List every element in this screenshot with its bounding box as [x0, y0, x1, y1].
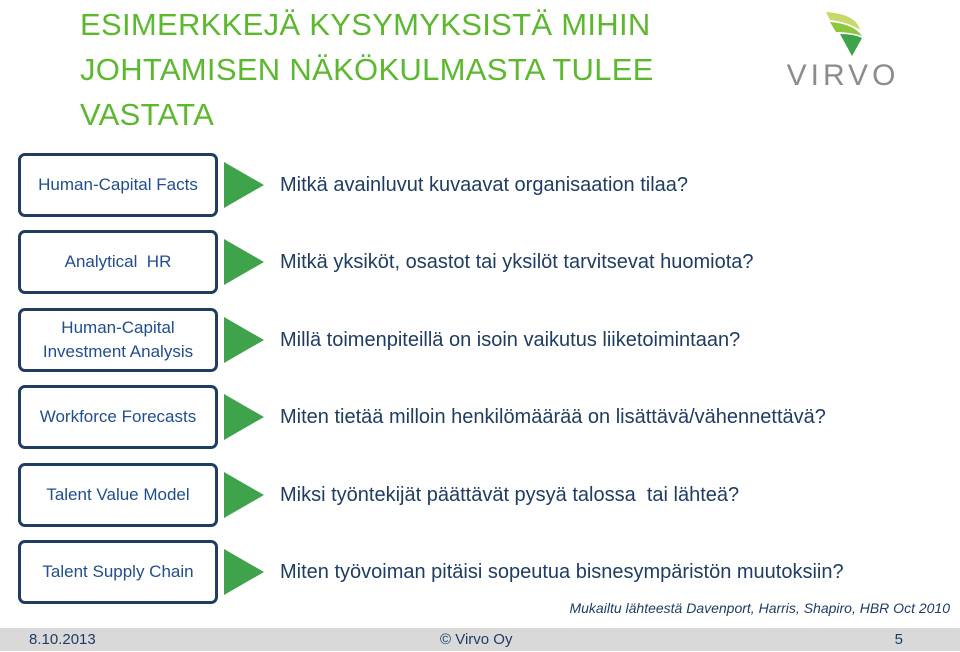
title-line: ESIMERKKEJÄ KYSYMYKSISTÄ MIHIN	[80, 7, 651, 42]
source-note: Mukailtu lähteestä Davenport, Harris, Shapiro, HBR Oct 2010	[569, 600, 950, 616]
question-row	[18, 540, 960, 604]
question-row	[18, 230, 960, 294]
category-box	[18, 540, 218, 604]
category-label-line: Investment Analysis	[42, 342, 194, 361]
category-box	[18, 463, 218, 527]
category-label: Analytical HR	[64, 252, 172, 271]
category-box	[18, 385, 218, 449]
question-row	[18, 463, 960, 527]
category-label: Human-Capital Facts	[38, 175, 198, 194]
category-label: Talent Value Model	[46, 485, 190, 504]
footer-copyright: © Virvo Oy	[440, 631, 513, 648]
category-label	[43, 316, 193, 364]
logo-wordmark: VIRVO	[786, 59, 900, 92]
question-text: Mitkä yksiköt, osastot tai yksilöt tarvitsevat huomiota?	[280, 251, 754, 273]
category-label-line: Human-Capital	[61, 318, 175, 337]
arrow-right-icon	[224, 162, 264, 208]
category-label: Talent Supply Chain	[42, 562, 194, 581]
page-number: 5	[894, 631, 903, 648]
question-text: Mitkä avainluvut kuvaavat organisaation tilaa?	[280, 174, 689, 196]
arrow-right-icon	[224, 317, 264, 363]
title-line: JOHTAMISEN NÄKÖKULMASTA TULEE	[80, 52, 654, 87]
footer-date: 8.10.2013	[29, 631, 96, 648]
question-row	[18, 385, 960, 449]
question-row	[18, 153, 960, 217]
title-line: VASTATA	[80, 97, 215, 132]
category-box	[18, 153, 218, 217]
slide-title	[80, 2, 720, 137]
question-text: Miten tietää milloin henkilömäärää on lisättävä/vähennettävä?	[280, 406, 826, 428]
arrow-right-icon	[224, 549, 264, 595]
arrow-right-icon	[224, 239, 264, 285]
slide-footer	[0, 628, 960, 651]
virvo-leaf-icon	[778, 8, 908, 60]
question-text: Millä toimenpiteillä on isoin vaikutus liiketoimintaan?	[280, 329, 741, 351]
category-box	[18, 230, 218, 294]
virvo-logo	[778, 8, 908, 93]
question-text: Miksi työntekijät päättävät pysyä talossa tai lähteä?	[280, 484, 740, 506]
question-row	[18, 308, 960, 372]
category-box	[18, 308, 218, 372]
question-text: Miten työvoiman pitäisi sopeutua bisnesympäristön muutoksiin?	[280, 561, 844, 583]
arrow-right-icon	[224, 472, 264, 518]
category-label: Workforce Forecasts	[39, 407, 197, 426]
arrow-right-icon	[224, 394, 264, 440]
